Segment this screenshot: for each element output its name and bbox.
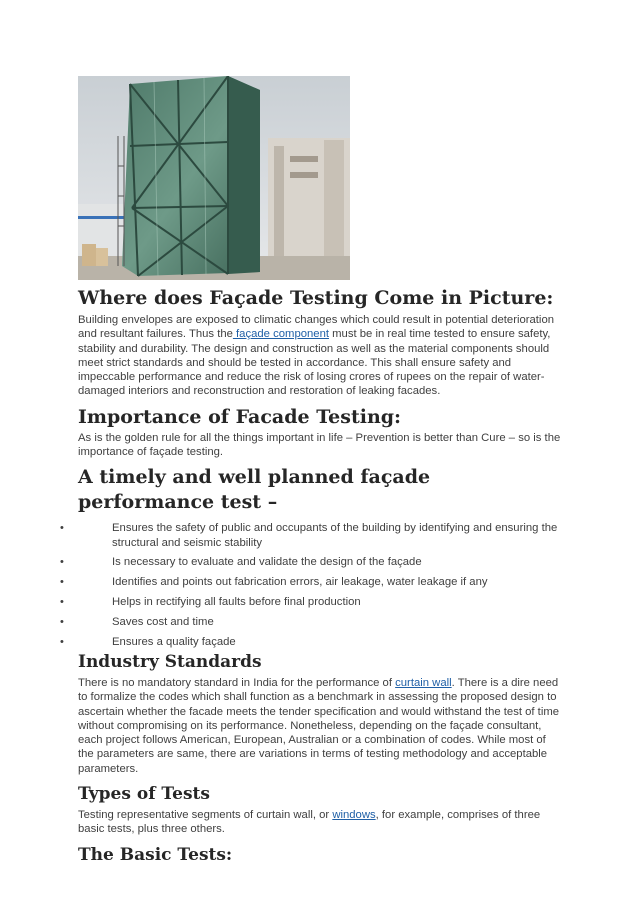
paragraph-text: Testing representative segments of curtain wall, or [78,809,333,822]
section-heading-industry-standards: Industry Standards [78,651,262,672]
facade-component-link[interactable]: façade component [232,328,329,341]
paragraph-text: Building envelopes are exposed to climatic changes which could result in potential deterioration and resultant failures. Thus the [78,314,555,341]
paragraph-text: There is no mandatory standard in India for the performance of [78,676,396,689]
bullet-icon: • [60,522,64,535]
section-heading-types-of-tests: Types of Tests [78,784,210,805]
section-heading-performance-test: A timely and well planned façade performance test – [78,466,431,514]
curtain-wall-link[interactable]: curtain wall [395,676,452,689]
windows-link[interactable]: windows [332,809,376,822]
list-item-text: Ensures a quality façade [112,635,236,648]
section-heading-facade-testing: Where does Façade Testing Come in Picture: [78,287,554,309]
section-paragraph [78,313,562,399]
section-heading-importance: Importance of Facade Testing: [78,405,402,428]
list-item-text: Identifies and points out fabrication errors, air leakage, water leakage if any [112,576,488,589]
bullet-icon: • [60,576,64,589]
section-heading-basic-tests: The Basic Tests: [78,844,233,865]
paragraph-text: , for example, comprises of three basic tests, plus three others. [78,809,541,836]
facade-test-rig-photo [78,76,350,280]
list-item-text: Saves cost and time [112,615,214,628]
list-item-text: Helps in rectifying all faults before final production [112,596,361,609]
section-paragraph: As is the golden rule for all the things important in life – Prevention is better than Cure – so is the importance of façade testing. [78,431,561,459]
list-item [60,555,562,569]
list-item-text: Is necessary to evaluate and validate the design of the façade [112,556,422,569]
list-item [60,635,562,649]
bullet-icon: • [60,615,64,628]
list-item [60,575,562,589]
list-item [60,595,562,609]
list-item-text: Ensures the safety of public and occupants of the building by identifying and ensuring the structural and seismic stability [112,522,558,549]
section-paragraph [78,808,562,837]
document-content [60,76,562,867]
paragraph-text: must be in real time tested to ensure safety, stability and durability. The design and construction as well as the material components should meet strict standards and should be tested in accordance. This shall ensure safety and impeccable performance and reduce the risk of losing crores of rupees on the repair of water-damaged interiors and reconstruction and restoration of leaking facades. [78,328,551,398]
list-item [60,615,562,629]
bullet-icon: • [60,556,64,569]
bullet-icon: • [60,596,64,609]
benefits-list [60,521,562,649]
section-paragraph [78,676,562,776]
paragraph-text: . There is a dire need to formalize the codes which shall function as a benchmark in assessing the proposed design to ascertain whether the facade meets the tender specification and would withstand the test of time without compromising on its performance. Nonetheless, depending on the façade consultant, each project follows American, European, Australian or a combination of codes. While most of the parameters are same, there are variations in terms of testing methodology and acceptable parameters. [78,676,560,775]
bullet-icon: • [60,635,64,648]
list-item [60,521,562,550]
